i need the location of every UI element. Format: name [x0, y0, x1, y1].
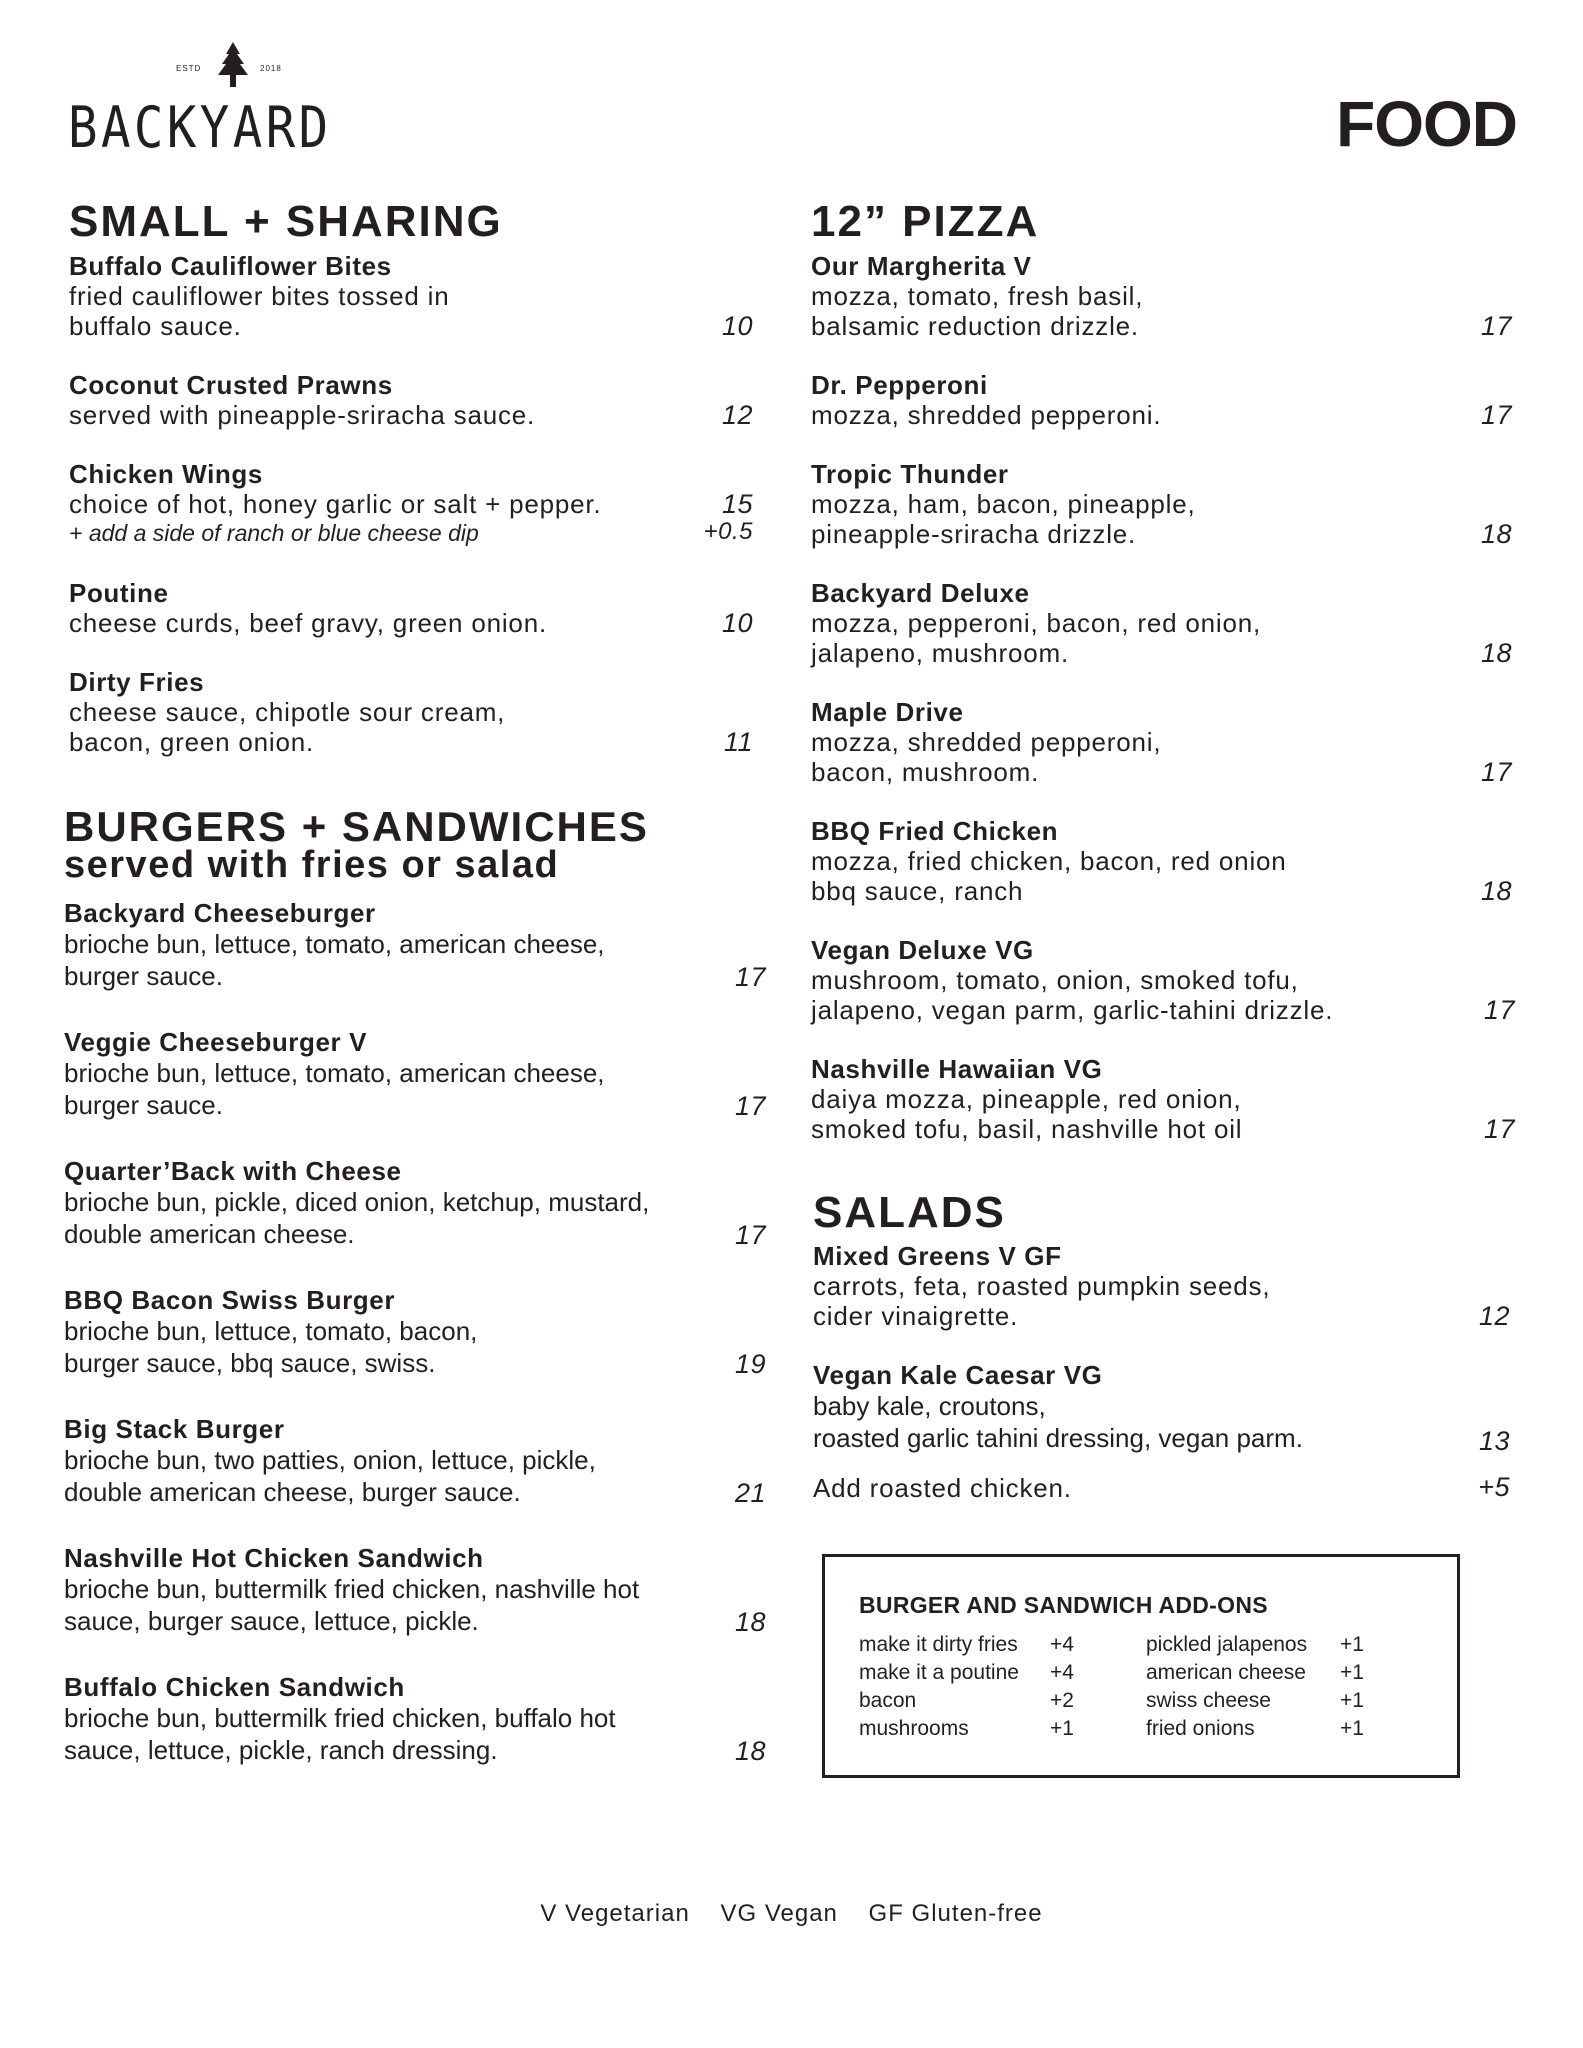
item-price: 11 — [723, 727, 753, 757]
item-name: Tropic Thunder — [811, 459, 1009, 489]
item-description: buffalo sauce. — [69, 311, 242, 341]
addon-item — [859, 1715, 1074, 1743]
addon-item — [859, 1659, 1074, 1687]
item-price: 18 — [1480, 876, 1512, 906]
addon-label: swiss cheese — [1146, 1689, 1271, 1712]
item-name: Quarter’Back with Cheese — [64, 1156, 402, 1186]
item-description: double american cheese. — [64, 1219, 355, 1249]
item-note: + add a side of ranch or blue cheese dip — [69, 520, 479, 546]
item-price: 17 — [1480, 400, 1512, 430]
item-description: brioche bun, lettuce, tomato, american cheese, — [64, 1058, 605, 1088]
item-description: cheese sauce, chipotle sour cream, — [69, 697, 506, 727]
menu-item — [64, 1672, 616, 1766]
addon-item — [859, 1631, 1074, 1659]
menu-item — [69, 459, 601, 547]
item-price: 12 — [1478, 1301, 1510, 1331]
item-description: choice of hot, honey garlic or salt + pepper. — [69, 489, 602, 519]
section-title-pizza: 12” PIZZA — [811, 197, 1040, 246]
item-name: Buffalo Chicken Sandwich — [64, 1672, 405, 1702]
item-name: Buffalo Cauliflower Bites — [69, 251, 392, 281]
item-name: Dr. Pepperoni — [811, 370, 988, 400]
item-price: 17 — [1483, 1114, 1515, 1144]
addon-item — [859, 1687, 1074, 1715]
item-price: 18 — [1480, 638, 1512, 668]
menu-item — [811, 251, 1143, 341]
item-price: 17 — [1483, 995, 1515, 1025]
item-description: mozza, shredded pepperoni. — [811, 400, 1162, 430]
item-note-price: +0.5 — [703, 518, 753, 545]
item-description: mozza, ham, bacon, pineapple, — [811, 489, 1196, 519]
item-description: brioche bun, buttermilk fried chicken, nashville hot — [64, 1574, 640, 1604]
item-description: pineapple-sriracha drizzle. — [811, 519, 1137, 549]
menu-item — [64, 1156, 649, 1250]
item-price: 19 — [734, 1349, 766, 1379]
menu-item — [69, 578, 547, 638]
item-description: served with pineapple-sriracha sauce. — [69, 400, 536, 430]
addon-price: +1 — [1340, 1661, 1364, 1684]
brand-name: BACKYARD — [68, 95, 332, 161]
item-description: cider vinaigrette. — [813, 1301, 1019, 1331]
item-name: Vegan Deluxe VG — [811, 935, 1034, 965]
menu-item — [64, 1285, 477, 1379]
item-description: sauce, burger sauce, lettuce, pickle. — [64, 1606, 479, 1636]
section-title-burgers: BURGERS + SANDWICHES — [64, 803, 649, 850]
addon-label: fried onions — [1146, 1717, 1255, 1740]
item-price: 18 — [734, 1736, 766, 1766]
menu-item — [811, 459, 1196, 549]
item-description: brioche bun, buttermilk fried chicken, buffalo hot — [64, 1703, 616, 1733]
addon-price: +1 — [1050, 1717, 1074, 1740]
item-price: 17 — [1480, 311, 1512, 341]
item-name: Nashville Hawaiian VG — [811, 1054, 1103, 1084]
menu-item — [813, 1360, 1303, 1454]
item-price: 10 — [721, 311, 753, 341]
addon-price: +1 — [1340, 1717, 1364, 1740]
item-name: Coconut Crusted Prawns — [69, 370, 393, 400]
item-name: Big Stack Burger — [64, 1414, 285, 1444]
item-description: balsamic reduction drizzle. — [811, 311, 1139, 341]
menu-item — [64, 1414, 596, 1508]
menu-item — [813, 1473, 1072, 1503]
item-price: 18 — [734, 1607, 766, 1637]
item-description: daiya mozza, pineapple, red onion, — [811, 1084, 1242, 1114]
item-price: 21 — [734, 1478, 766, 1508]
item-description: mushroom, tomato, onion, smoked tofu, — [811, 965, 1299, 995]
item-description: burger sauce. — [64, 961, 223, 991]
addon-label: american cheese — [1146, 1661, 1306, 1684]
addon-label: make it dirty fries — [859, 1633, 1018, 1656]
item-name: Backyard Cheeseburger — [64, 898, 376, 928]
item-name: BBQ Fried Chicken — [811, 816, 1059, 846]
item-description: double american cheese, burger sauce. — [64, 1477, 521, 1507]
menu-item — [811, 935, 1333, 1025]
addons-title: BURGER AND SANDWICH ADD-ONS — [859, 1592, 1268, 1618]
item-description: Add roasted chicken. — [813, 1473, 1072, 1503]
addon-price: +1 — [1340, 1633, 1364, 1656]
item-description: carrots, feta, roasted pumpkin seeds, — [813, 1271, 1271, 1301]
section-title-salads: SALADS — [813, 1188, 1006, 1237]
item-description: jalapeno, mushroom. — [811, 638, 1069, 668]
item-description: bacon, green onion. — [69, 727, 315, 757]
menu-item — [64, 1543, 639, 1637]
item-description: brioche bun, pickle, diced onion, ketchup, mustard, — [64, 1187, 650, 1217]
item-price: 17 — [734, 962, 766, 992]
addon-item — [1146, 1687, 1364, 1715]
section-subtitle-burgers: served with fries or salad — [64, 844, 560, 886]
item-name: Mixed Greens V GF — [813, 1241, 1062, 1271]
item-price: 12 — [721, 400, 753, 430]
item-description: baby kale, croutons, — [813, 1391, 1046, 1421]
item-description: sauce, lettuce, pickle, ranch dressing. — [64, 1735, 498, 1765]
menu-item — [69, 251, 449, 341]
addon-item — [1146, 1659, 1364, 1687]
menu-item — [69, 370, 535, 430]
item-description: brioche bun, two patties, onion, lettuce, pickle, — [64, 1445, 596, 1475]
item-name: Vegan Kale Caesar VG — [813, 1360, 1103, 1390]
item-description: mozza, fried chicken, bacon, red onion — [811, 846, 1287, 876]
item-name: Dirty Fries — [69, 667, 205, 697]
page-title: FOOD — [1336, 88, 1517, 160]
item-description: burger sauce, bbq sauce, swiss. — [64, 1348, 436, 1378]
item-name: Poutine — [69, 578, 169, 608]
item-description: jalapeno, vegan parm, garlic-tahini drizzle. — [811, 995, 1334, 1025]
menu-item — [813, 1241, 1270, 1331]
item-price: 13 — [1478, 1426, 1510, 1456]
addon-price: +2 — [1050, 1689, 1074, 1712]
item-description: roasted garlic tahini dressing, vegan parm. — [813, 1423, 1303, 1453]
addon-price: +4 — [1050, 1661, 1074, 1684]
item-description: fried cauliflower bites tossed in — [69, 281, 450, 311]
item-price: 10 — [721, 608, 753, 638]
dietary-legend: V Vegetarian VG Vegan GF Gluten-free — [540, 1900, 1043, 1927]
addon-label: make it a poutine — [859, 1661, 1019, 1684]
menu-item — [69, 667, 505, 757]
item-description: mozza, pepperoni, bacon, red onion, — [811, 608, 1262, 638]
item-name: Our Margherita V — [811, 251, 1032, 281]
item-name: Backyard Deluxe — [811, 578, 1030, 608]
item-name: Maple Drive — [811, 697, 964, 727]
item-description: smoked tofu, basil, nashville hot oil — [811, 1114, 1243, 1144]
item-name: BBQ Bacon Swiss Burger — [64, 1285, 396, 1315]
item-description: brioche bun, lettuce, tomato, bacon, — [64, 1316, 478, 1346]
item-description: mozza, shredded pepperoni, — [811, 727, 1162, 757]
item-price: 15 — [721, 489, 753, 519]
addon-label: bacon — [859, 1689, 917, 1712]
item-description: bacon, mushroom. — [811, 757, 1040, 787]
addon-item — [1146, 1631, 1364, 1659]
logo-estd-label: ESTD — [176, 64, 202, 73]
item-price: 18 — [1480, 519, 1512, 549]
brand-logo — [68, 42, 398, 161]
menu-item — [811, 370, 1161, 430]
item-price: 17 — [734, 1091, 766, 1121]
addon-label: mushrooms — [859, 1717, 969, 1740]
menu-item — [811, 816, 1287, 906]
item-price: 17 — [734, 1220, 766, 1250]
item-price: +5 — [1478, 1472, 1510, 1502]
menu-item — [64, 898, 605, 992]
item-name: Chicken Wings — [69, 459, 263, 489]
addon-price: +4 — [1050, 1633, 1074, 1656]
addon-label: pickled jalapenos — [1146, 1633, 1308, 1656]
item-description: cheese curds, beef gravy, green onion. — [69, 608, 547, 638]
menu-item — [811, 578, 1261, 668]
item-description: burger sauce. — [64, 1090, 223, 1120]
section-title-small-sharing: SMALL + SHARING — [69, 197, 503, 246]
item-description: bbq sauce, ranch — [811, 876, 1024, 906]
addons-box — [822, 1554, 1460, 1778]
pine-tree-icon — [217, 42, 249, 88]
item-description: mozza, tomato, fresh basil, — [811, 281, 1144, 311]
item-name: Veggie Cheeseburger V — [64, 1027, 368, 1057]
item-description: brioche bun, lettuce, tomato, american cheese, — [64, 929, 605, 959]
item-name: Nashville Hot Chicken Sandwich — [64, 1543, 484, 1573]
logo-year-label: 2018 — [260, 64, 282, 73]
addon-item — [1146, 1715, 1364, 1743]
menu-item — [811, 1054, 1242, 1144]
menu-item — [64, 1027, 605, 1121]
menu-item — [811, 697, 1161, 787]
item-price: 17 — [1480, 757, 1512, 787]
addon-price: +1 — [1340, 1689, 1364, 1712]
